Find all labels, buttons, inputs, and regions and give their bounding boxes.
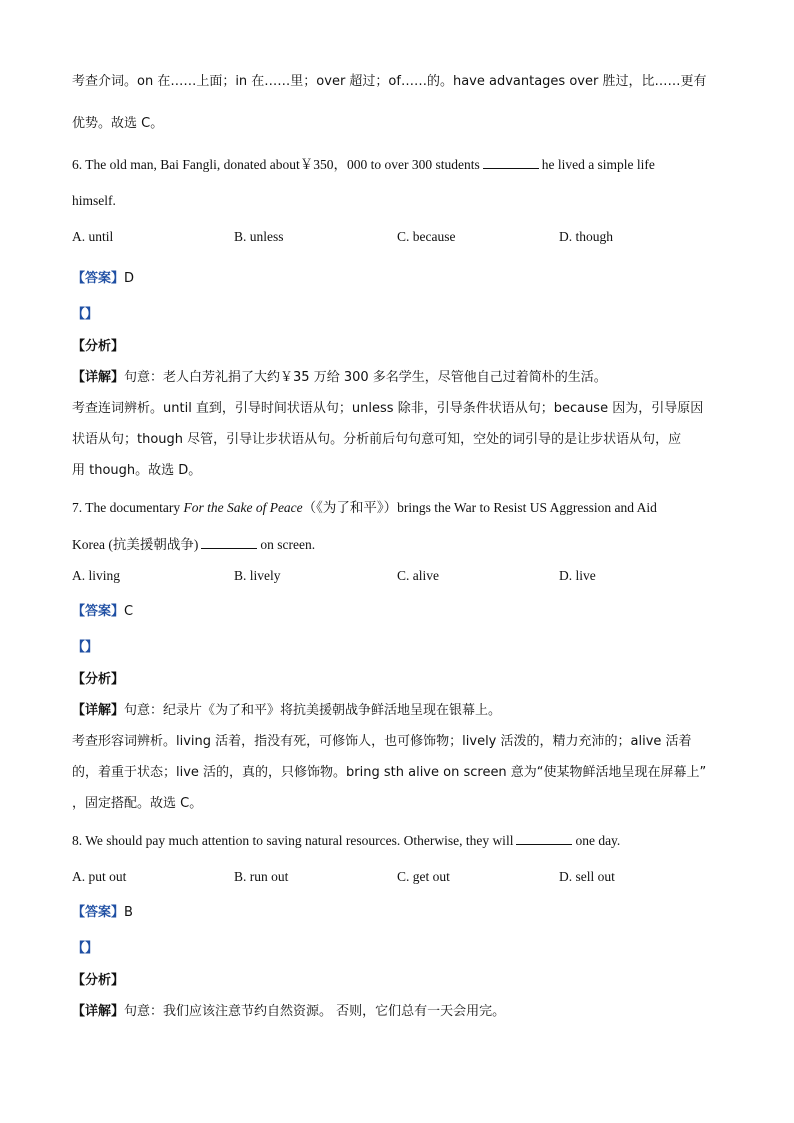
q7-answer-value: C [124, 604, 134, 619]
q6-detail-label: 【详解】 [72, 370, 125, 385]
q8-analysis-label: 【分析】 [72, 973, 125, 988]
q6-answer-label: 【答案】 [72, 271, 125, 286]
q8-answer-value: B [124, 905, 133, 920]
q8-stem-part-b: one day. [575, 833, 621, 848]
q7-explanation-line-1: 考查形容词辨析。living 活着，指没有死，可修饰人，也可修饰物；lively 活泼的，精力充沛的；alive 活着 [72, 734, 692, 749]
q7-detail-label: 【详解】 [72, 703, 125, 718]
q8-option-d: D. sell out [559, 869, 615, 884]
q7-option-a: A. living [72, 568, 121, 583]
q6-explanation-line-3: 用 though。故选 D。 [72, 463, 202, 478]
q6-option-c: C. because [397, 229, 456, 244]
q6-explanation-line-2: 状语从句；though 尽管，引导让步状语从句。分析前后句句意可知，空处的词引导的是让步状语从句，应 [72, 432, 682, 447]
q7-blank [201, 537, 257, 549]
q6-stem-part-a: 6. The old man, Bai Fangli, donated about￥350，000 to over 300 students [72, 157, 480, 172]
q8-option-b: B. run out [234, 869, 289, 884]
q8-stem-part-a: 8. We should pay much attention to saving natural resources. Otherwise, they will [72, 833, 514, 848]
intro-line-2: 优势。故选 C。 [72, 116, 164, 131]
q7-film-title: For the Sake of Peace [183, 500, 303, 515]
q7-stem-line-1 [72, 500, 657, 516]
q6-analysis-label: 【分析】 [72, 339, 125, 354]
q7-stem-part-d: on screen. [260, 537, 316, 552]
q8-option-a: A. put out [72, 869, 127, 884]
q8-detail-text: 句意：我们应该注意节约自然资源。 否则，它们总有一天会用完。 [124, 1004, 506, 1019]
q6-answer-value: D [124, 271, 135, 286]
q6-explanation-line-1: 考查连词辨析。until 直到，引导时间状语从句；unless 除非，引导条件状语从句；because 因为，引导原因 [72, 401, 704, 416]
q6-option-d: D. though [559, 229, 613, 244]
q8-answer-label: 【答案】 [72, 905, 125, 920]
q8-option-c: C. get out [397, 869, 450, 884]
q6-detail-text: 句意：老人白芳礼捐了大约￥35 万给 300 多名学生，尽管他自己过着简朴的生活。 [124, 370, 607, 385]
q7-stem-part-b: （《为了和平》）brings the War to Resist US Aggression and Aid [302, 500, 657, 515]
q7-option-d: D. live [559, 568, 596, 583]
q8-empty-tag: 【】 [72, 941, 99, 956]
q8-blank [516, 833, 572, 845]
intro-line-1: 考查介词。on 在……上面；in 在……里；over 超过；of……的。have advantages over 胜过，比……更有 [72, 74, 707, 89]
q6-detail [72, 370, 607, 386]
q7-stem-line-2 [72, 537, 315, 553]
q7-option-c: C. alive [397, 568, 439, 583]
q7-answer-label: 【答案】 [72, 604, 125, 619]
q6-stem-part-b: he lived a simple life [541, 157, 655, 172]
q8-stem-line-1 [72, 833, 620, 849]
q6-option-a: A. until [72, 229, 114, 244]
q8-detail [72, 1004, 505, 1020]
q6-stem-line-2: himself. [72, 193, 116, 208]
q7-explanation-line-3: ，固定搭配。故选 C。 [72, 796, 203, 811]
q7-empty-tag: 【】 [72, 640, 99, 655]
q7-explanation-line-2: 的，着重于状态；live 活的，真的，只修饰物。bring sth alive on screen 意为“使某物鲜活地呈现在屏幕上” [72, 765, 707, 780]
q7-stem-part-c: Korea (抗美援朝战争) [72, 537, 199, 552]
q6-option-b: B. unless [234, 229, 284, 244]
q8-answer [72, 905, 133, 921]
q6-empty-tag: 【】 [72, 307, 99, 322]
q7-detail [72, 703, 501, 719]
q7-answer [72, 604, 133, 620]
q6-answer [72, 271, 134, 287]
q6-blank [483, 157, 539, 169]
q6-stem-line-1 [72, 157, 655, 173]
q7-stem-part-a: 7. The documentary [72, 500, 181, 515]
q8-detail-label: 【详解】 [72, 1004, 125, 1019]
q7-detail-text: 句意：纪录片《为了和平》将抗美援朝战争鲜活地呈现在银幕上。 [124, 703, 502, 718]
q7-option-b: B. lively [234, 568, 281, 583]
q7-analysis-label: 【分析】 [72, 672, 125, 687]
